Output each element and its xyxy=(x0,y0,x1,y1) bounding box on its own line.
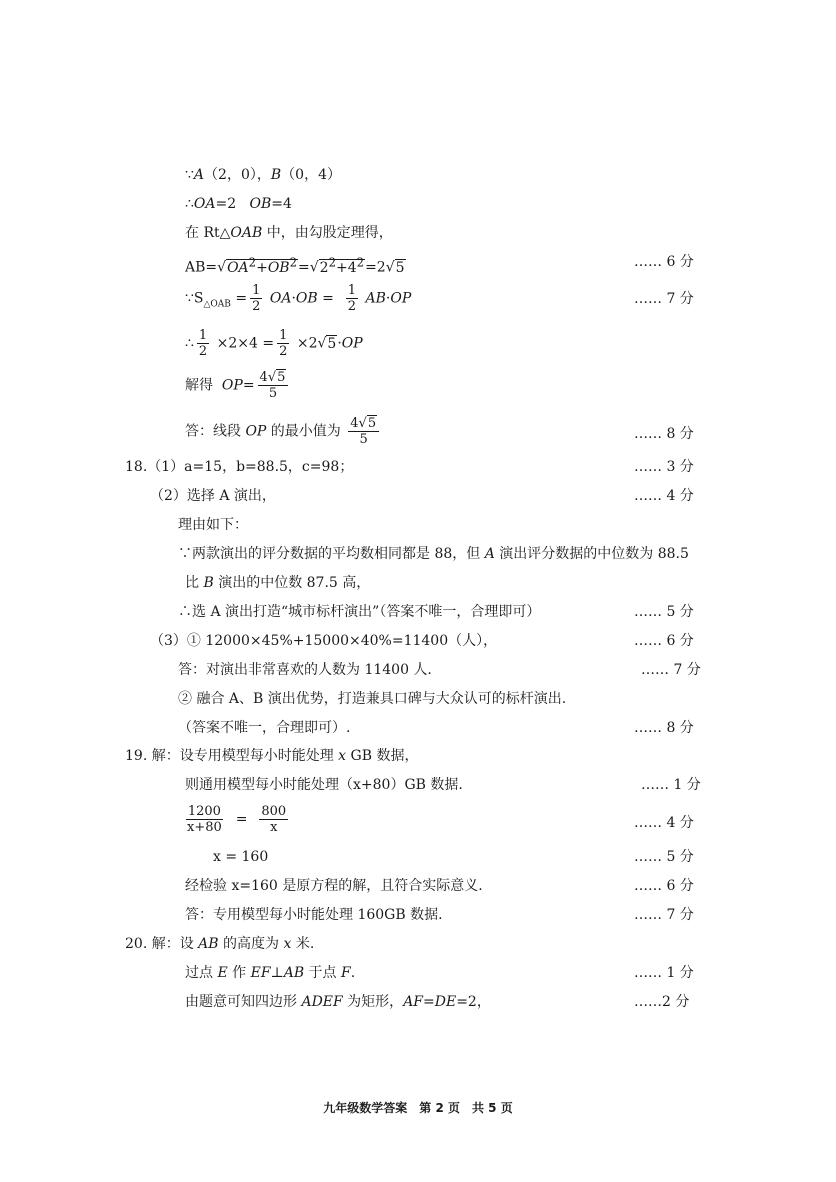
score: …… 6 分 xyxy=(634,878,694,894)
q18-part2: （2）选择 A 演出， xyxy=(150,488,276,504)
q17-line-equation: ∴ $\frac{1}{2}$ ×2×4 = $\frac{1}{2}$ ×2√5·OP xyxy=(185,328,363,359)
q18-part3-2: ② 融合 A、B 演出优势，打造兼具口碑与大众认可的标杆演出. xyxy=(178,691,567,707)
q17-line-solve: 解得 OP= $\frac{4√5}{5}$ xyxy=(185,370,291,401)
score: …… 5 分 xyxy=(634,604,694,620)
q17-line-ab: $AB=√OA^2+OB^2=√2^2+4^2=2√5$ xyxy=(185,255,405,276)
score: …… 8 分 xyxy=(634,720,694,736)
q19-solution: x = 160 xyxy=(213,849,269,865)
q17-line-points: ∵A（2，0），B（0，4） xyxy=(185,167,341,183)
score: …… 5 分 xyxy=(634,849,694,865)
score: …… 7 分 xyxy=(634,907,694,923)
q19-line2: 则通用模型每小时能处理（x+80）GB 数据. xyxy=(185,777,463,793)
q18-reason-heading: 理由如下： xyxy=(178,517,248,533)
score: …… 7 分 xyxy=(634,291,694,307)
score: ……2 分 xyxy=(634,994,690,1010)
q17-line-area: $\because S_{\triangle OAB}$ = $\frac{1}{2}$ OA·OB = $\frac{1}{2}$ AB·OP xyxy=(185,283,412,314)
q18-part3: （3）① 12000×45%+15000×40%=11400（人）， xyxy=(150,633,498,649)
q18-note: （答案不唯一，合理即可）. xyxy=(178,720,351,736)
score: …… 6 分 xyxy=(634,254,694,270)
score: …… 8 分 xyxy=(634,426,694,442)
q20-line3: 由题意可知四边形 ADEF 为矩形，AF=DE=2， xyxy=(185,994,491,1010)
q17-line-pythagoras: 在 Rt△OAB 中，由勾股定理得， xyxy=(185,225,393,241)
score: …… 7 分 xyxy=(641,662,701,678)
q18-answer: 答：对演出非常喜欢的人数为 11400 人. xyxy=(178,662,432,678)
score: …… 1 分 xyxy=(634,965,694,981)
q20-line2: 过点 E 作 EF⊥AB 于点 F. xyxy=(185,965,356,981)
page-footer: 九年级数学答案 第 2 页 共 5 页 xyxy=(323,1101,513,1115)
q20-line1: 20. 解：设 AB 的高度为 x 米. xyxy=(125,936,315,952)
q18-reason-line1: ∵两款演出的评分数据的平均数相同都是 88，但 A 演出评分数据的中位数为 88.5 xyxy=(178,546,689,562)
q19-line1: 19. 解：设专用模型每小时能处理 x GB 数据， xyxy=(125,748,419,764)
score: …… 4 分 xyxy=(634,815,694,831)
score: …… 1 分 xyxy=(641,777,701,793)
q18-reason-line2: 比 B 演出的中位数 87.5 高， xyxy=(185,575,371,591)
q17-line-answer: 答：线段 OP 的最小值为 $\frac{4√5}{5}$ xyxy=(185,416,382,447)
score: …… 6 分 xyxy=(634,633,694,649)
q19-check: 经检验 x=160 是原方程的解，且符合实际意义. xyxy=(185,878,483,894)
q18-part1: 18.（1）a=15，b=88.5，c=98； xyxy=(125,459,354,475)
score: …… 3 分 xyxy=(634,459,694,475)
score: …… 4 分 xyxy=(634,488,694,504)
q18-reason-line3: ∴选 A 演出打造“城市标杆演出”（答案不唯一，合理即可） xyxy=(178,604,541,620)
q19-equation: $\frac{1200}{x+80}$ = $\frac{800}{x}$ xyxy=(187,804,287,835)
q19-answer: 答：专用模型每小时能处理 160GB 数据. xyxy=(185,907,443,923)
q17-line-oa-ob: ∴OA=2 OB=4 xyxy=(185,196,292,212)
